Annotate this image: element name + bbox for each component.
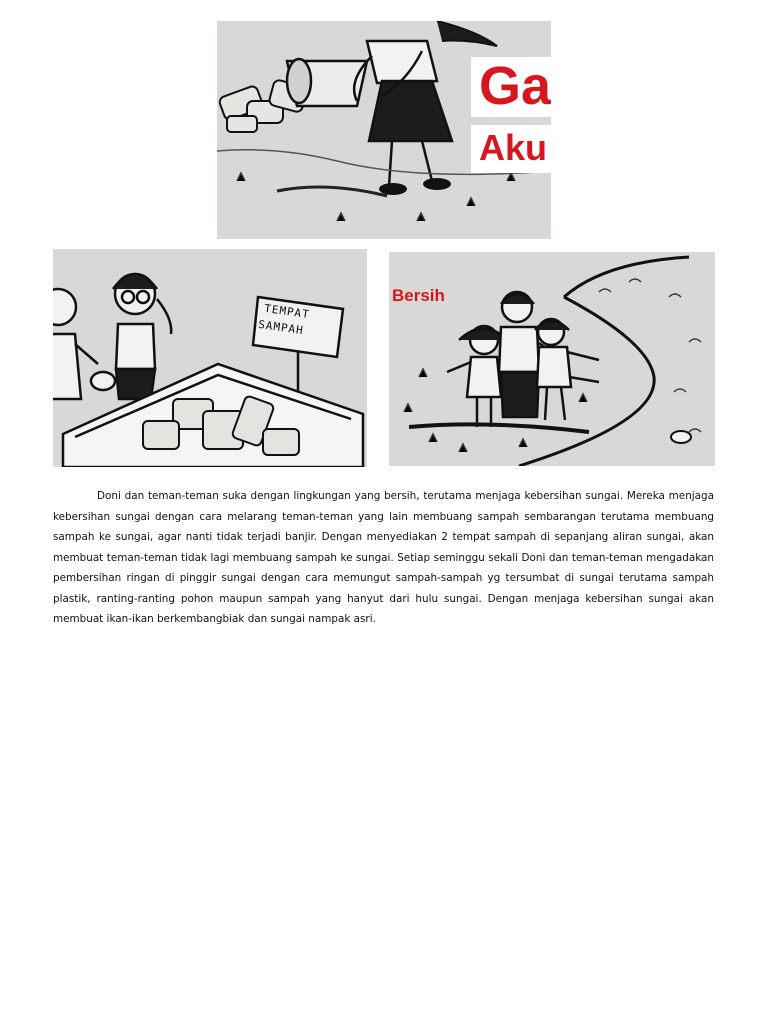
- trash-bin-drawing: [53, 249, 367, 467]
- illustration-girl-carrying-trash: [217, 21, 551, 239]
- story-paragraph: Doni dan teman-teman suka dengan lingkungan yang bersih, terutama menjaga kebersihan sungai. Mereka menjaga kebersihan sungai dengan cara melarang teman-teman yang lain membuang sampah sembarangan terutama membuang sampah ke sungai, agar nanti tidak terjadi banjir. Dengan menyediakan 2 tempat sampah di sepanjang aliran sungai, akan membuat teman-teman tidak lagi membuang sampah ke sungai. Setiap seminggu sekali Doni dan teman-teman mengadakan pembersihan ringan di pinggir sungai dengan cara memungut sampah-sampah yg tersumbat di sungai terutama sampah plastik, ranting-ranting pohon maupun sampah yang hanyut dari hulu sungai. Dengan menjaga kebersihan sungai akan membuat ikan-ikan berkembangbiak dan sungai nampak asri.: [53, 490, 714, 625]
- sign-text-line2: SAMPAH: [257, 317, 305, 338]
- title-text-small: Aku: [471, 125, 551, 173]
- illustration-children-by-river: [389, 252, 715, 466]
- sign-text-line1: TEMPAT: [263, 301, 311, 322]
- bersih-label: Bersih: [392, 286, 445, 305]
- illustration-trash-bin: [53, 249, 367, 467]
- title-text-large: Ga: [471, 57, 551, 117]
